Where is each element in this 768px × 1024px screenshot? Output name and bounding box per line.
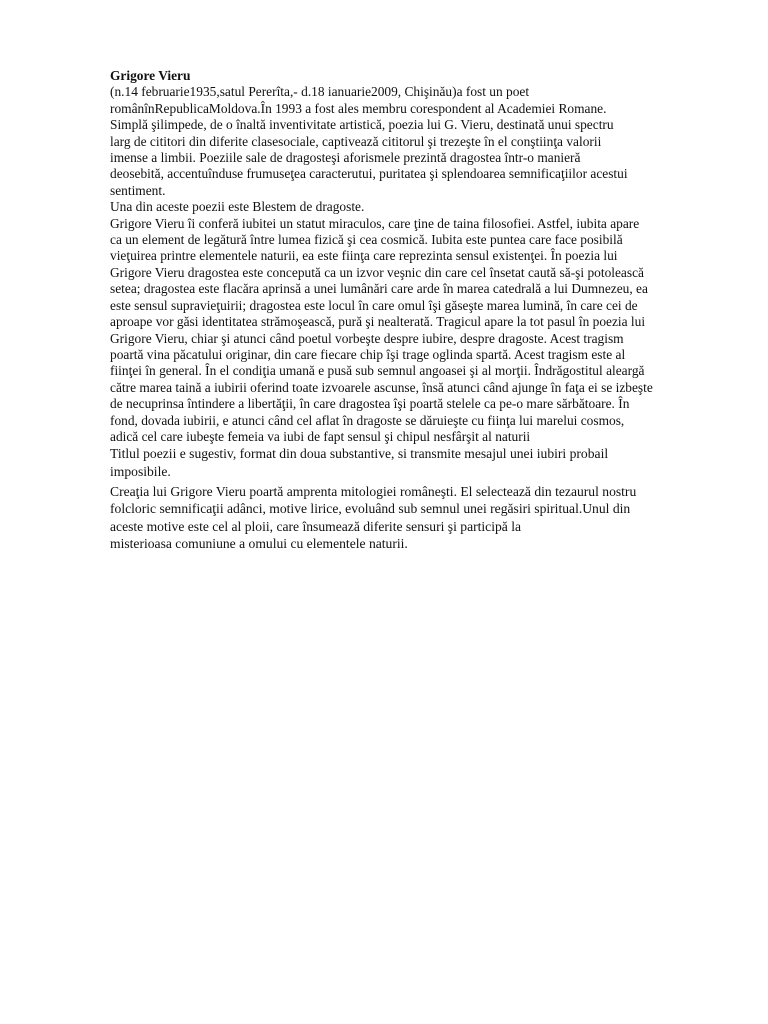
mythology-paragraph xyxy=(110,483,710,553)
text-line: către marea taină a iubirii oferind toate izvoarele ascunse, însă atunci când ajunge în faţa ei se izbeşte xyxy=(110,379,653,395)
text-line: Una din aceste poezii este Blestem de dragoste. xyxy=(110,199,365,215)
text-line: poartă vina păcatului originar, din care fiecare chip îşi trage oglinda spartă. Acest tragism este al xyxy=(110,346,626,362)
text-line: Simplă şilimpede, de o înaltă inventivitate artistică, poezia lui G. Vieru, destinată unui spectru xyxy=(110,117,614,133)
text-line: setea; dragostea este flacăra aprinsă a unei lumânări care arde în marea catedrală a lui Dumnezeu, ea xyxy=(110,281,648,297)
text-line: fiinţei în general. În el condiţia umană e pusă sub semnul angoasei şi al morţii. Îndrăgostitul aleargă xyxy=(110,363,645,379)
poem-intro-paragraph xyxy=(110,199,710,215)
text-line: sentiment. xyxy=(110,182,166,198)
author-name-heading: Grigore Vieru xyxy=(110,68,191,83)
text-line: aproape vor găsi identitatea strămoşească, pură şi nealterată. Tragicul apare la tot pasul în poezia lui xyxy=(110,314,646,330)
analysis-paragraph xyxy=(110,216,710,446)
text-line: Grigore Vieru dragostea este concepută ca un izvor veşnic din care cel însetat caută să-şi potolească xyxy=(110,264,644,280)
text-line: de necuprinsa întindere a libertăţii, în care dragostea îşi poartă stelele ca pe-o mare sărbătoare. În xyxy=(110,396,630,412)
text-line: românînRepublicaMoldova.În 1993 a fost ales membru corespondent al Academiei Romane. xyxy=(110,100,607,116)
text-line: ca un element de legătură între lumea fizică şi cea cosmică. Iubita este puntea care face posibilă xyxy=(110,232,623,248)
text-line: imposibile. xyxy=(110,463,171,479)
text-line: imense a limbii. Poeziile sale de dragosteşi aforismele prezintă dragostea într-o manieră xyxy=(110,150,581,166)
text-line: Creaţia lui Grigore Vieru poartă amprenta mitologiei româneşti. El selectează din tezaurul nostru xyxy=(110,483,637,499)
text-line: Grigore Vieru, chiar şi atunci când poetul vorbeşte despre iubire, despre dragoste. Acest tragism xyxy=(110,330,624,346)
text-line: folcloric semnificaţii adânci, motive lirice, evoluând sub semnul unei regăsiri spiritual.Unul din xyxy=(110,501,631,517)
text-line: aceste motive este cel al ploii, care însumează diferite sensuri şi participă la xyxy=(110,518,522,534)
text-line: Grigore Vieru îi conferă iubitei un statut miraculos, care ţine de taina filosofiei. Astfel, iubita apare xyxy=(110,215,640,231)
biography-paragraph xyxy=(110,84,710,199)
title-paragraph xyxy=(110,445,710,480)
text-line: misterioasa comuniune a omului cu elementele naturii. xyxy=(110,536,408,552)
text-line: este sensul supravieţuirii; dragostea este locul în care omul îşi găseşte marea lumină, în care cei de xyxy=(110,297,638,313)
text-line: larg de cititori din diferite clasesociale, captivează cititorul şi trezeşte în el conştiinţa valorii xyxy=(110,133,602,149)
text-line: fond, dovada iubirii, e atunci când cel aflat în dragoste se dăruieşte cu fiinţa lui marelui cosmos, xyxy=(110,412,625,428)
text-line: adică cel care iubeşte femeia va iubi de fapt sensul şi chipul nesfârşit al naturii xyxy=(110,428,531,444)
text-line: Titlul poezii e sugestiv, format din doua substantive, si transmite mesajul unei iubiri probail xyxy=(110,446,609,462)
text-line: deosebită, accentuînduse frumuseţea caracterutui, puritatea şi splendoarea semnificaţiilor acestui xyxy=(110,166,628,182)
text-line: (n.14 februarie1935,satul Pererîta,- d.18 ianuarie2009, Chişinău)a fost un poet xyxy=(110,84,530,100)
document-page xyxy=(110,68,710,553)
text-line: vieţuirea printre elementele naturii, ea este fiinţa care reprezinta sensul existenţei. În poezia lui xyxy=(110,248,618,264)
